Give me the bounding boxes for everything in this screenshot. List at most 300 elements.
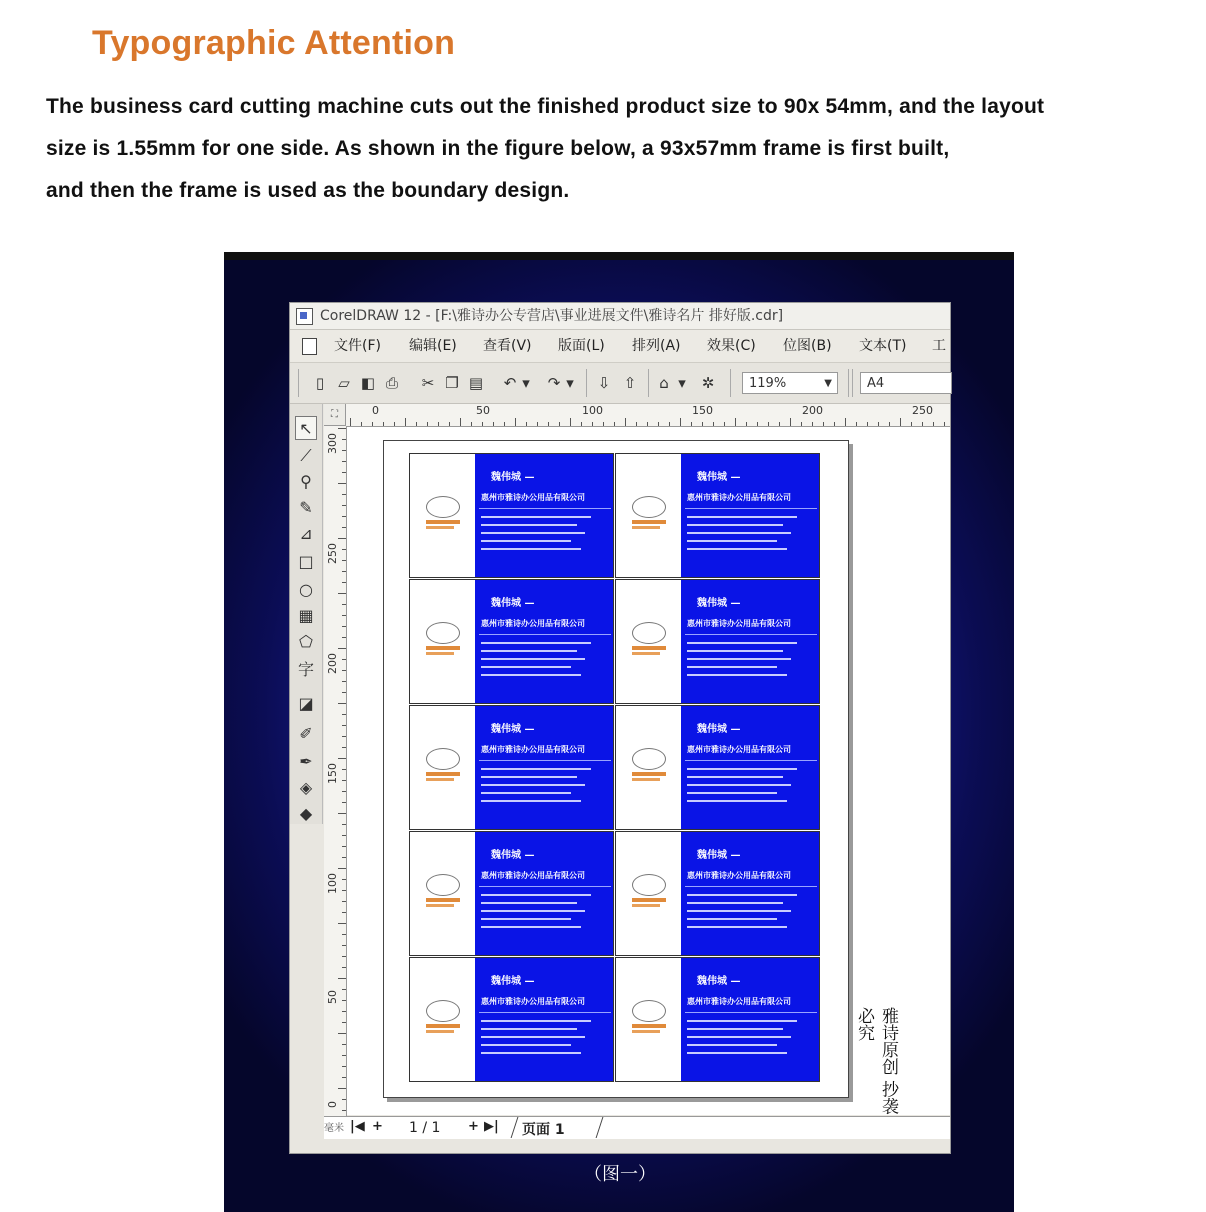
launcher-dropdown-icon[interactable]: ▾: [678, 374, 686, 392]
ruler-label: 150: [692, 404, 713, 417]
card-divider: [479, 886, 611, 887]
card-info-panel: [681, 706, 820, 829]
cut-icon[interactable]: ✂: [421, 374, 435, 392]
zoom-value: 119%: [749, 376, 787, 391]
ruler-tick: [680, 418, 681, 426]
ruler-tick: [342, 571, 346, 572]
paragraph-line-2: size is 1.55mm for one side. As shown in the figure below, a 93x57mm frame is first built,: [46, 137, 950, 160]
ruler-tick: [757, 422, 758, 426]
undo-icon[interactable]: ↶: [503, 374, 517, 392]
paper-size-value: A4: [867, 376, 885, 391]
ruler-tick: [342, 659, 346, 660]
smart-fill-icon[interactable]: ⊿: [299, 524, 313, 543]
card-detail-line: [481, 926, 581, 928]
vertical-ruler[interactable]: [324, 426, 347, 1116]
ruler-tick: [342, 802, 346, 803]
logo-icon: [632, 622, 666, 644]
ruler-tick: [342, 615, 346, 616]
card-detail-line: [687, 1028, 783, 1030]
watermark: [852, 1007, 900, 1115]
menu-effects[interactable]: 效果(C): [707, 338, 756, 354]
logo-text-mark: [632, 526, 660, 529]
figure-top-border: [224, 252, 1014, 260]
logo-text-mark: [632, 778, 660, 781]
text-tool-icon[interactable]: 字: [297, 660, 314, 679]
ruler-tick: [548, 422, 549, 426]
redo-dropdown-icon[interactable]: ▾: [566, 374, 574, 392]
card-info-panel: [681, 454, 820, 577]
ruler-tick: [342, 1022, 346, 1023]
card-detail-line: [481, 910, 585, 912]
card-detail-line: [481, 540, 571, 542]
card-detail-line: [687, 674, 787, 676]
card-divider: [685, 1012, 817, 1013]
card-company: 惠州市雅诗办公用品有限公司: [687, 493, 791, 502]
card-detail-line: [687, 910, 791, 912]
ruler-tick: [493, 422, 494, 426]
redo-icon[interactable]: ↷: [547, 374, 561, 392]
card-info-panel: [475, 580, 614, 703]
ruler-tick: [790, 418, 791, 426]
toolbar-separator: [648, 369, 649, 397]
zoom-level-select[interactable]: [742, 372, 838, 394]
last-page-button[interactable]: ▶|: [484, 1119, 499, 1134]
paper-size-select[interactable]: [860, 372, 952, 394]
ruler-label: 300: [326, 433, 339, 454]
ruler-tick: [768, 422, 769, 426]
ruler-tick: [383, 422, 384, 426]
ruler-tick: [504, 422, 505, 426]
rectangle-tool-icon[interactable]: □: [298, 552, 314, 571]
logo-text-mark: [426, 778, 454, 781]
ruler-tick: [691, 422, 692, 426]
zoom-tool-icon[interactable]: ⚲: [300, 472, 312, 491]
horizontal-ruler[interactable]: [346, 404, 950, 427]
ruler-tick: [823, 422, 824, 426]
ruler-tick: [449, 422, 450, 426]
drawing-canvas[interactable]: [347, 427, 950, 1115]
card-detail-line: [481, 1028, 577, 1030]
ruler-tick: [342, 747, 346, 748]
ruler-label: 200: [802, 404, 823, 417]
document-icon[interactable]: [302, 338, 317, 355]
toolbar-separator: [586, 369, 587, 397]
card-detail-line: [481, 918, 571, 920]
ruler-tick: [889, 422, 890, 426]
toolbar-grip: [298, 369, 299, 397]
ruler-label: 250: [912, 404, 933, 417]
logo-text-mark: [632, 646, 666, 650]
card-logo-panel: [410, 454, 475, 577]
ruler-tick: [342, 857, 346, 858]
ruler-tick: [427, 422, 428, 426]
logo-text-mark: [426, 646, 460, 650]
card-detail-line: [687, 524, 783, 526]
save-icon[interactable]: ◧: [360, 374, 376, 392]
card-info-panel: [681, 580, 820, 703]
card-name: 魏伟城 —: [697, 850, 741, 861]
card-divider: [479, 508, 611, 509]
card-company: 惠州市雅诗办公用品有限公司: [687, 745, 791, 754]
menu-bar: [290, 330, 950, 363]
page-frame[interactable]: [383, 440, 849, 1098]
menu-tools[interactable]: 工: [932, 338, 946, 354]
ruler-tick: [338, 593, 346, 594]
card-detail-line: [687, 540, 777, 542]
card-detail-line: [481, 650, 577, 652]
ruler-tick: [658, 422, 659, 426]
menu-view[interactable]: 查看(V): [483, 338, 532, 354]
figure-background: [224, 252, 1014, 1212]
ruler-tick: [342, 890, 346, 891]
ruler-tick: [812, 422, 813, 426]
card-logo-panel: [616, 580, 681, 703]
ruler-label: 50: [476, 404, 490, 417]
ruler-tick: [911, 422, 912, 426]
card-detail-line: [481, 1036, 585, 1038]
card-divider: [685, 634, 817, 635]
logo-text-mark: [632, 652, 660, 655]
paste-icon[interactable]: ▤: [468, 374, 484, 392]
ruler-tick: [581, 422, 582, 426]
menu-bitmaps[interactable]: 位图(B): [783, 338, 832, 354]
new-icon[interactable]: ▯: [315, 374, 325, 392]
card-detail-line: [687, 642, 797, 644]
import-icon[interactable]: ⇩: [597, 374, 611, 392]
business-card[interactable]: [615, 957, 820, 1082]
ruler-tick: [342, 560, 346, 561]
ruler-tick: [342, 692, 346, 693]
card-divider: [685, 508, 817, 509]
figure-caption: （图一）: [584, 1164, 656, 1185]
business-card[interactable]: [409, 705, 614, 830]
basic-shapes-icon[interactable]: ⬠: [299, 632, 313, 651]
card-company: 惠州市雅诗办公用品有限公司: [481, 871, 585, 880]
launcher-icon[interactable]: ⌂: [659, 374, 669, 392]
description-paragraph: [46, 86, 1196, 212]
logo-text-mark: [426, 898, 460, 902]
open-icon[interactable]: ▱: [338, 374, 350, 392]
toolbox: [290, 404, 323, 824]
card-detail-line: [687, 1052, 787, 1054]
card-company: 惠州市雅诗办公用品有限公司: [481, 619, 585, 628]
ruler-tick: [342, 681, 346, 682]
ruler-tick: [338, 648, 346, 649]
ruler-tick: [416, 422, 417, 426]
toolbar-separator: [848, 369, 849, 397]
ruler-corner[interactable]: ⛶: [324, 404, 346, 426]
ruler-tick: [647, 422, 648, 426]
paragraph-line-3: and then the frame is used as the boundary design.: [46, 179, 570, 202]
ruler-tick: [460, 418, 461, 426]
ruler-label: 0: [326, 1101, 339, 1108]
ruler-tick: [900, 418, 901, 426]
undo-dropdown-icon[interactable]: ▾: [522, 374, 530, 392]
menu-file[interactable]: 文件(F): [334, 338, 381, 354]
logo-text-mark: [426, 520, 460, 524]
ruler-tick: [342, 472, 346, 473]
business-card[interactable]: [409, 831, 614, 956]
logo-text-mark: [632, 520, 666, 524]
ruler-tick: [342, 989, 346, 990]
card-detail-line: [687, 792, 777, 794]
logo-text-mark: [632, 1024, 666, 1028]
ruler-tick: [372, 422, 373, 426]
logo-icon: [426, 622, 460, 644]
ruler-label: 50: [326, 990, 339, 1004]
outline-tool-icon[interactable]: ✒: [299, 752, 313, 771]
card-detail-line: [687, 532, 791, 534]
logo-text-mark: [632, 772, 666, 776]
card-logo-panel: [410, 580, 475, 703]
ruler-tick: [342, 736, 346, 737]
ruler-tick: [338, 758, 346, 759]
business-card[interactable]: [409, 957, 614, 1082]
ruler-tick: [342, 912, 346, 913]
ruler-tick: [834, 422, 835, 426]
card-detail-line: [687, 784, 791, 786]
ruler-label: 150: [326, 763, 339, 784]
card-detail-line: [481, 1020, 591, 1022]
business-card[interactable]: [409, 453, 614, 578]
ruler-tick: [944, 422, 945, 426]
card-company: 惠州市雅诗办公用品有限公司: [687, 619, 791, 628]
ruler-tick: [342, 1066, 346, 1067]
eyedropper-icon[interactable]: ✐: [299, 724, 313, 743]
ruler-tick: [342, 549, 346, 550]
card-name: 魏伟城 —: [491, 976, 535, 987]
ruler-tick: [482, 422, 483, 426]
ruler-tick: [625, 418, 626, 426]
ruler-tick: [338, 428, 346, 429]
card-detail-line: [481, 800, 581, 802]
card-detail-line: [687, 926, 787, 928]
card-detail-line: [687, 1044, 777, 1046]
ruler-tick: [342, 835, 346, 836]
toolbar-separator: [730, 369, 731, 397]
menu-arrange[interactable]: 排列(A): [632, 338, 681, 354]
pick-tool-icon[interactable]: ↖: [295, 416, 317, 440]
business-card[interactable]: [409, 579, 614, 704]
ruler-tick: [338, 1033, 346, 1034]
card-detail-line: [481, 894, 591, 896]
business-card[interactable]: [615, 705, 820, 830]
ruler-tick: [669, 422, 670, 426]
ellipse-tool-icon[interactable]: ○: [299, 580, 313, 599]
ruler-tick: [603, 422, 604, 426]
card-detail-line: [687, 650, 783, 652]
card-detail-line: [687, 776, 783, 778]
ruler-tick: [342, 934, 346, 935]
ruler-label: 0: [372, 404, 379, 417]
ruler-tick: [471, 422, 472, 426]
standard-toolbar: [290, 363, 950, 404]
ruler-tick: [438, 422, 439, 426]
card-logo-panel: [410, 832, 475, 955]
business-card[interactable]: [615, 453, 820, 578]
window-titlebar: [290, 303, 950, 330]
ruler-tick: [342, 637, 346, 638]
ruler-tick: [342, 879, 346, 880]
business-card[interactable]: [615, 579, 820, 704]
graph-paper-icon[interactable]: ▦: [298, 606, 314, 625]
card-logo-panel: [410, 958, 475, 1081]
ruler-tick: [342, 450, 346, 451]
card-company: 惠州市雅诗办公用品有限公司: [687, 997, 791, 1006]
ruler-tick: [636, 422, 637, 426]
window-title: CorelDRAW 12 - [F:\雅诗办公专营店\事业进展文件\雅诗名片 排好版.cdr]: [320, 308, 784, 324]
card-detail-line: [481, 674, 581, 676]
print-icon[interactable]: ⎙: [385, 374, 398, 392]
card-divider: [685, 886, 817, 887]
ruler-tick: [338, 978, 346, 979]
ruler-tick: [338, 538, 346, 539]
first-page-button[interactable]: |◀: [350, 1119, 365, 1134]
ruler-label: 100: [326, 873, 339, 894]
page-tab[interactable]: 页面 1: [522, 1122, 565, 1138]
card-logo-panel: [616, 454, 681, 577]
card-name: 魏伟城 —: [491, 850, 535, 861]
card-info-panel: [475, 958, 614, 1081]
ruler-tick: [338, 868, 346, 869]
ruler-tick: [338, 703, 346, 704]
card-logo-panel: [616, 832, 681, 955]
watermark-line-1: 雅诗原创: [878, 1007, 898, 1075]
ruler-tick: [342, 824, 346, 825]
ruler-tick: [867, 422, 868, 426]
ruler-tick: [342, 1011, 346, 1012]
menu-edit[interactable]: 编辑(E): [409, 338, 457, 354]
card-detail-line: [481, 658, 585, 660]
logo-icon: [632, 1000, 666, 1022]
card-detail-line: [481, 902, 577, 904]
ruler-tick: [342, 1000, 346, 1001]
ruler-tick: [342, 494, 346, 495]
ruler-tick: [342, 769, 346, 770]
ruler-tick: [342, 967, 346, 968]
card-name: 魏伟城 —: [697, 598, 741, 609]
ruler-tick: [342, 670, 346, 671]
card-name: 魏伟城 —: [491, 724, 535, 735]
ruler-tick: [537, 422, 538, 426]
ruler-tick: [526, 422, 527, 426]
add-page-after-button[interactable]: +: [468, 1119, 479, 1134]
ruler-tick: [713, 422, 714, 426]
ruler-tick: [878, 422, 879, 426]
card-detail-line: [687, 516, 797, 518]
logo-icon: [632, 874, 666, 896]
card-name: 魏伟城 —: [491, 472, 535, 483]
ruler-tick: [342, 901, 346, 902]
corel-online-icon[interactable]: ✲: [701, 374, 715, 392]
ruler-tick: [779, 422, 780, 426]
card-detail-line: [687, 548, 787, 550]
card-logo-panel: [616, 706, 681, 829]
copy-icon[interactable]: ❐: [445, 374, 459, 392]
interactive-blend-icon[interactable]: ◪: [298, 694, 314, 713]
card-detail-line: [687, 894, 797, 896]
ruler-tick: [342, 527, 346, 528]
coreldraw-window: [289, 302, 951, 1154]
ruler-tick: [702, 422, 703, 426]
ruler-tick: [342, 461, 346, 462]
ruler-tick: [856, 422, 857, 426]
ruler-tick: [342, 1077, 346, 1078]
menu-text[interactable]: 文本(T): [859, 338, 907, 354]
interactive-fill-icon[interactable]: ◆: [299, 804, 313, 823]
ruler-tick: [342, 505, 346, 506]
card-detail-line: [687, 800, 787, 802]
logo-text-mark: [426, 652, 454, 655]
ruler-tick: [342, 439, 346, 440]
card-detail-line: [481, 524, 577, 526]
logo-icon: [426, 496, 460, 518]
card-detail-line: [687, 1036, 791, 1038]
card-info-panel: [475, 706, 614, 829]
business-card[interactable]: [615, 831, 820, 956]
toolbar-separator: [852, 369, 853, 397]
menu-layout[interactable]: 版面(L): [558, 338, 605, 354]
card-detail-line: [481, 516, 591, 518]
logo-icon: [426, 748, 460, 770]
add-page-before-button[interactable]: +: [372, 1119, 383, 1134]
card-name: 魏伟城 —: [697, 724, 741, 735]
ruler-tick: [338, 483, 346, 484]
chevron-down-icon[interactable]: ▼: [824, 378, 832, 389]
card-detail-line: [481, 548, 581, 550]
card-detail-line: [481, 642, 591, 644]
card-detail-line: [687, 666, 777, 668]
card-company: 惠州市雅诗办公用品有限公司: [687, 871, 791, 880]
freehand-tool-icon[interactable]: ✎: [299, 498, 313, 517]
ruler-tick: [342, 1044, 346, 1045]
ruler-label: 200: [326, 653, 339, 674]
ruler-tick: [746, 422, 747, 426]
card-detail-line: [481, 792, 571, 794]
fill-tool-icon[interactable]: ◈: [299, 778, 313, 797]
card-detail-line: [481, 768, 591, 770]
page-count: 1 / 1: [409, 1120, 441, 1136]
ruler-tick: [405, 418, 406, 426]
shape-tool-icon[interactable]: ⟋: [300, 446, 312, 465]
card-detail-line: [481, 776, 577, 778]
card-detail-line: [687, 902, 783, 904]
ruler-tick: [570, 418, 571, 426]
ruler-tick: [342, 626, 346, 627]
ruler-tick: [801, 422, 802, 426]
ruler-tick: [342, 714, 346, 715]
ruler-tick: [342, 582, 346, 583]
ruler-tick: [559, 422, 560, 426]
heading: Typographic Attention: [92, 24, 456, 62]
logo-text-mark: [426, 1030, 454, 1033]
logo-text-mark: [426, 904, 454, 907]
logo-text-mark: [426, 526, 454, 529]
card-detail-line: [481, 1052, 581, 1054]
logo-text-mark: [632, 898, 666, 902]
ruler-tick: [592, 422, 593, 426]
card-name: 魏伟城 —: [491, 598, 535, 609]
ruler-tick: [922, 422, 923, 426]
logo-icon: [632, 496, 666, 518]
ruler-tick: [614, 422, 615, 426]
card-info-panel: [681, 958, 820, 1081]
app-icon: [296, 308, 313, 325]
export-icon[interactable]: ⇧: [623, 374, 637, 392]
card-detail-line: [687, 658, 791, 660]
card-info-panel: [681, 832, 820, 955]
card-divider: [685, 760, 817, 761]
